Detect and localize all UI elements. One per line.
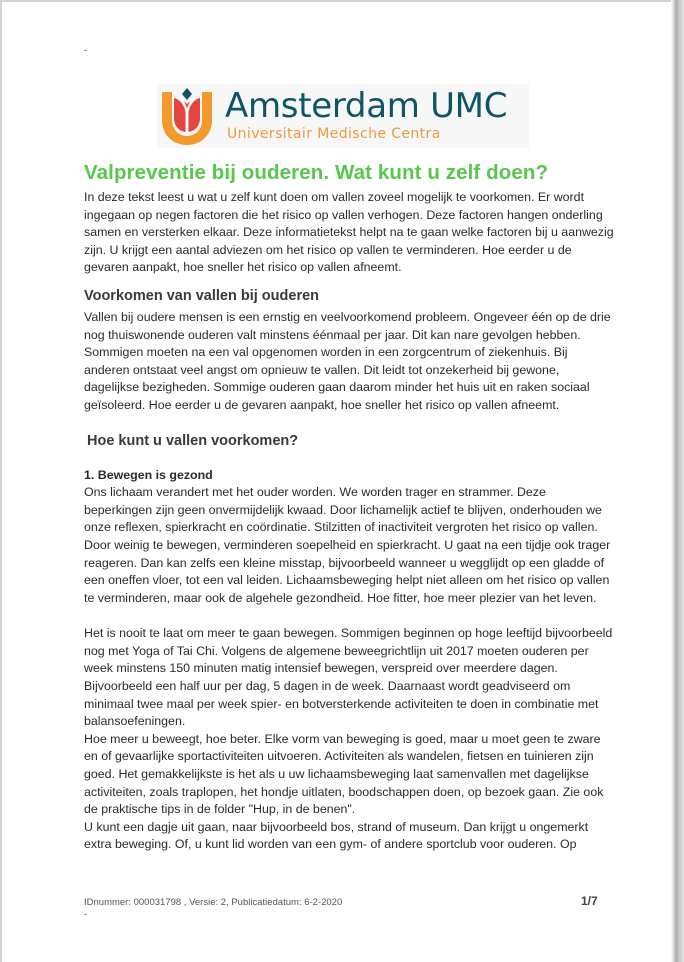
- section-heading-voorkomen: Voorkomen van vallen bij ouderen: [84, 287, 320, 304]
- paragraph-spacer: [84, 607, 614, 625]
- page-footer: [84, 897, 594, 921]
- subsection-paragraph: U kunt een dagje uit gaan, naar bijvoorbeeld bos, strand of museum. Dan krijgt u ongemerkt extra beweging. Of, u kunt lid worden van een gym- of andere sportclub voor ouderen. Op: [84, 819, 589, 852]
- subsection-paragraph: Het is nooit te laat om meer te gaan bewegen. Sommigen beginnen op hoge leeftijd bijvoorbeeld nog met Yoga of Tai Chi. Volgens de algemene beweegrichtlijn uit 2017 moeten ouderen per week minstens 150 minuten matig intensief bewegen, verspreid over meerdere dagen. Bijvoorbeeld een half uur per dag, 5 dagen in de week. Daarnaast wordt geadviseerd om minimaal twee maal per week spier- en botversterkende activiteiten te doen in combinatie met balansoefeningen.: [84, 626, 613, 729]
- subsection-paragraph: Ons lichaam verandert met het ouder worden. We worden trager en strammer. Deze beperkingen zijn geen onvermijdelijk kwaad. Door lichamelijk actief te blijven, onderhouden we onze reflexen, spierkracht en coördinatie. Stilzitten of inactiviteit vergroten het risico op vallen. Door weinig te bewegen, verminderen soepelheid en spierkracht. U gaat na een tijdje ook trager reageren. Dan kan zelfs een kleine misstap, bijvoorbeeld wanneer u wegglijdt op een gladde of een oneffen vloer, tot een val leiden. Lichaamsbeweging helpt niet alleen om het risico op vallen te verminderen, maar ook de algehele gezondheid. Hoe fitter, hoe meer plezier van het leven.: [84, 485, 611, 605]
- section-paragraph: Vallen bij oudere mensen is een ernstig en veelvoorkomend probleem. Ongeveer één op de drie nog thuiswonende ouderen valt minstens éénmaal per jaar. Dit kan nare gevolgen hebben. Sommigen moeten na een val opgenomen worden in een zorgcentrum of ziekenhuis. Bij anderen ontstaat veel angst om opnieuw te vallen. Dit leidt tot onzekerheid bij gewone, dagelijkse bezigheden. Sommige ouderen gaan daarom minder het huis uit en raken sociaal geïsoleerd. Hoe eerder u de gevaren aanpakt, hoe sneller het risico op vallen afneemt.: [84, 309, 611, 412]
- section-heading-hoe-kunt-u: Hoe kunt u vallen voorkomen?: [87, 432, 299, 449]
- intro-paragraph: In deze tekst leest u wat u zelf kunt doen om vallen zoveel mogelijk te voorkomen. Er wordt ingegaan op negen factoren die het risico op vallen verhogen. Deze factoren hangen onderling samen en versterken elkaar. Deze informatietekst helpt na te gaan welke factoren bij u aanwezig zijn. U krijgt een aantal adviezen om het risico op vallen te verminderen. Hoe eerder u de gevaren aanpakt, hoe sneller het risico op vallen afneemt.: [84, 190, 614, 275]
- document-title: Valpreventie bij ouderen. Wat kunt u zelf doen?: [84, 161, 549, 184]
- footer-marker: -: [84, 909, 88, 920]
- document-body: [84, 160, 614, 854]
- subsection-heading-bewegen: 1. Bewegen is gezond: [84, 467, 213, 482]
- logo-subtitle: Universitair Medische Centra: [227, 126, 441, 142]
- header-marker: -: [84, 45, 87, 55]
- tulip-logo-icon: [160, 86, 214, 146]
- page-number: 1/7: [581, 894, 598, 908]
- page-edge-shadow: [671, 0, 684, 962]
- document-metadata: IDnummer: 000031798 , Versie: 2, Publicatiedatum: 6-2-2020: [84, 897, 343, 908]
- logo-name: Amsterdam UMC: [225, 86, 508, 126]
- amsterdam-umc-logo: [157, 84, 529, 148]
- subsection-paragraph: Hoe meer u beweegt, hoe beter. Elke vorm van beweging is goed, maar u moet geen te zware en of gevaarlijke sportactiviteiten uitvoeren. Activiteiten als wandelen, fietsen en tuinieren zijn goed. Het gemakkelijkste is het als u uw lichaamsbeweging laat samenvallen met dagelijkse activiteiten, zoals traplopen, het hondje uitlaten, boodschappen doen, op bezoek gaan. Zie ook de praktische tips in de folder "Hup, in de benen".: [84, 731, 604, 817]
